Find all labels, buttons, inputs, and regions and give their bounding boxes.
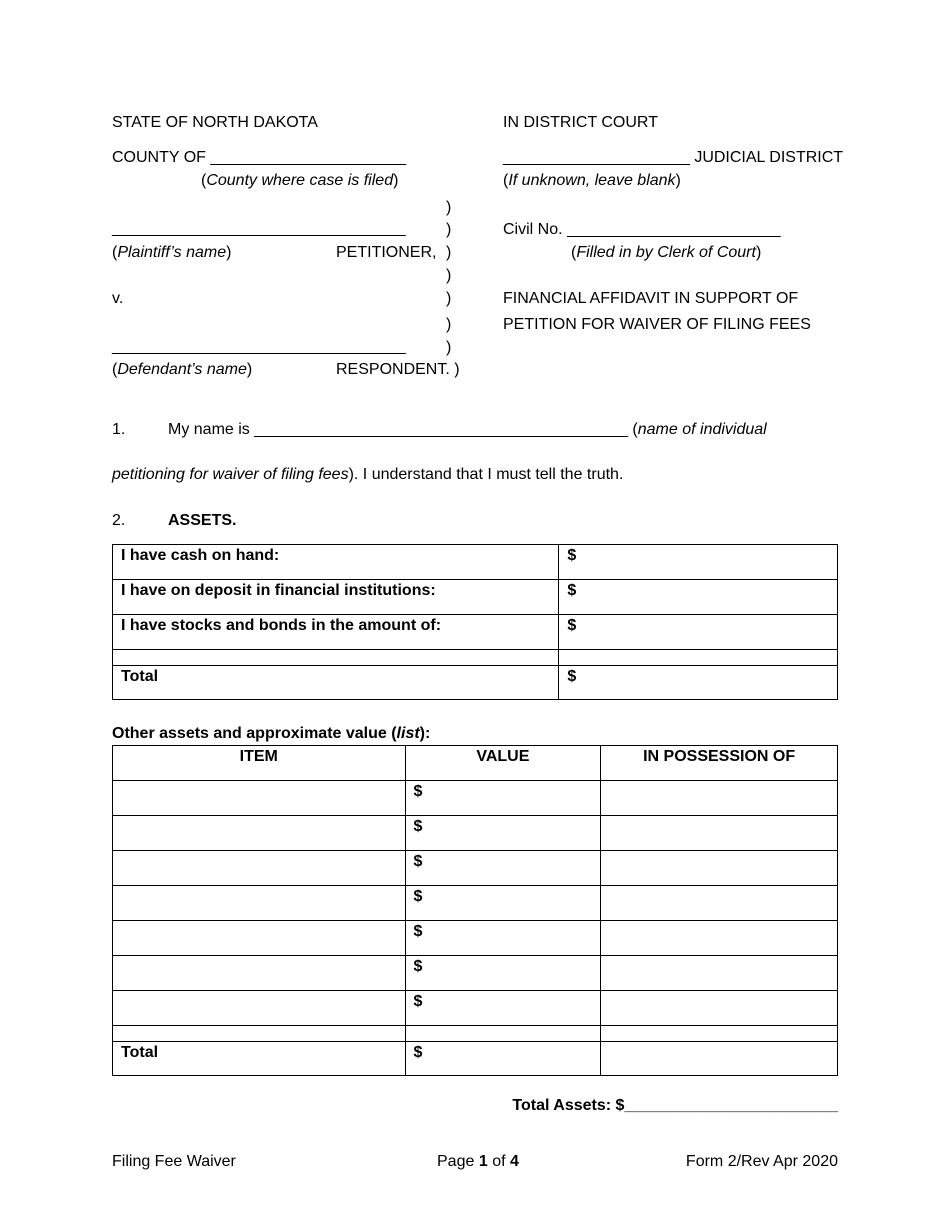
county-line[interactable]: COUNTY OF ______________________ — [112, 149, 407, 166]
table-row — [113, 816, 838, 851]
other-assets-heading: Other assets and approximate value (list): — [112, 725, 431, 742]
table-row — [113, 991, 838, 1026]
item-field[interactable] — [113, 781, 406, 816]
item-field[interactable] — [113, 851, 406, 886]
clerk-hint: (Filled in by Clerk of Court) — [571, 244, 762, 261]
value-field[interactable]: $ — [405, 781, 601, 816]
asset-label: I have stocks and bonds in the amount of: — [113, 615, 559, 650]
assets-table — [112, 544, 838, 700]
section1-name-line[interactable]: My name is __________________________________________ (name of individual — [168, 421, 767, 438]
value-field[interactable]: $ — [405, 991, 601, 1026]
caption-paren: ) — [446, 339, 452, 356]
possession-field[interactable] — [601, 1026, 838, 1042]
column-header-item: ITEM — [113, 746, 406, 781]
county-hint: (County where case is filed) — [201, 172, 399, 189]
plaintiff-name-hint: (Plaintiff’s name) — [112, 244, 232, 261]
value-field[interactable]: $ — [405, 956, 601, 991]
section1-number: 1. — [112, 421, 126, 438]
footer-left: Filing Fee Waiver — [112, 1153, 236, 1170]
page-number: Page 1 of 4 — [437, 1153, 519, 1170]
item-field[interactable] — [113, 991, 406, 1026]
asset-value-field[interactable]: $ — [559, 545, 838, 580]
caption-paren: ) — [446, 316, 452, 333]
defendant-name-hint: (Defendant’s name) — [112, 361, 253, 378]
table-row — [113, 956, 838, 991]
table-row — [113, 666, 838, 700]
civil-no-line[interactable]: Civil No. ________________________ — [503, 221, 781, 238]
other-total-value-field[interactable]: $ — [405, 1042, 601, 1076]
table-row — [113, 1042, 838, 1076]
possession-field[interactable] — [601, 781, 838, 816]
possession-field[interactable] — [601, 851, 838, 886]
table-row — [113, 781, 838, 816]
footer-right: Form 2/Rev Apr 2020 — [685, 1153, 838, 1170]
table-row — [113, 1026, 838, 1042]
item-field[interactable] — [113, 886, 406, 921]
asset-value-field[interactable]: $ — [559, 615, 838, 650]
other-assets-table — [112, 745, 838, 1076]
section2-heading: ASSETS. — [168, 512, 237, 529]
possession-field[interactable] — [601, 886, 838, 921]
caption-paren: ) — [446, 244, 452, 261]
item-field[interactable] — [113, 816, 406, 851]
caption-paren: ) — [446, 267, 452, 284]
possession-field[interactable] — [601, 991, 838, 1026]
table-row — [113, 650, 838, 666]
column-header-possession: IN POSSESSION OF — [601, 746, 838, 781]
value-field[interactable]: $ — [405, 886, 601, 921]
asset-label: I have on deposit in financial institutions: — [113, 580, 559, 615]
plaintiff-line[interactable]: _________________________________ — [112, 220, 406, 237]
asset-label: I have cash on hand: — [113, 545, 559, 580]
item-field[interactable] — [113, 921, 406, 956]
value-field[interactable]: $ — [405, 921, 601, 956]
section2-number: 2. — [112, 512, 126, 529]
asset-value-field[interactable]: $ — [559, 580, 838, 615]
table-row — [113, 615, 838, 650]
item-field[interactable] — [113, 956, 406, 991]
judicial-district-line[interactable]: _____________________ JUDICIAL DISTRICT — [503, 149, 844, 166]
caption-paren: ) — [446, 290, 452, 307]
state-heading: STATE OF NORTH DAKOTA — [112, 114, 318, 131]
possession-field[interactable] — [601, 816, 838, 851]
asset-total-field[interactable]: $ — [559, 666, 838, 700]
value-field[interactable]: $ — [405, 816, 601, 851]
value-field[interactable] — [405, 1026, 601, 1042]
caption-paren: ) — [446, 221, 452, 238]
asset-label — [113, 650, 559, 666]
document-title-line2: PETITION FOR WAIVER OF FILING FEES — [503, 316, 811, 333]
value-field[interactable]: $ — [405, 851, 601, 886]
respondent-label: RESPONDENT. ) — [336, 361, 460, 378]
table-row — [113, 886, 838, 921]
section1-continuation: petitioning for waiver of filing fees). I understand that I must tell the truth. — [112, 466, 624, 483]
other-total-possession-field[interactable] — [601, 1042, 838, 1076]
asset-value-field[interactable] — [559, 650, 838, 666]
table-header-row — [113, 746, 838, 781]
item-field[interactable] — [113, 1026, 406, 1042]
court-heading: IN DISTRICT COURT — [503, 114, 658, 131]
possession-field[interactable] — [601, 921, 838, 956]
possession-field[interactable] — [601, 956, 838, 991]
versus-label: v. — [112, 290, 124, 307]
caption-paren: ) — [446, 199, 452, 216]
defendant-line[interactable]: _________________________________ — [112, 338, 406, 355]
district-hint: (If unknown, leave blank) — [503, 172, 681, 189]
table-row — [113, 921, 838, 956]
other-total-label: Total — [113, 1042, 406, 1076]
document-title-line1: FINANCIAL AFFIDAVIT IN SUPPORT OF — [503, 290, 799, 307]
total-assets-line[interactable]: Total Assets: $________________________ — [512, 1097, 838, 1114]
asset-total-label: Total — [113, 666, 559, 700]
column-header-value: VALUE — [405, 746, 601, 781]
table-row — [113, 545, 838, 580]
table-row — [113, 580, 838, 615]
petitioner-label: PETITIONER, — [336, 244, 437, 261]
table-row — [113, 851, 838, 886]
